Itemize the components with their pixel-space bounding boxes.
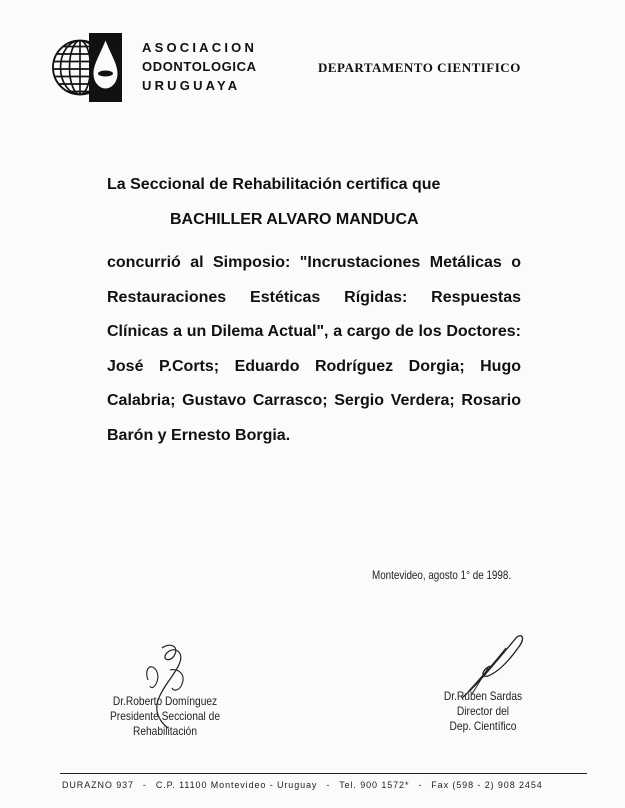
right-signatory	[428, 689, 539, 734]
footer-separator: -	[326, 780, 331, 790]
organization-name	[142, 38, 257, 95]
org-name-line-3: URUGUAYA	[142, 78, 241, 93]
footer-address: DURAZNO 937	[62, 780, 134, 790]
footer-divider	[60, 773, 587, 774]
left-signatory-title-1: Presidente Seccional de	[109, 709, 220, 723]
org-name-line-1: ASOCIACION	[142, 40, 258, 55]
footer-separator: -	[418, 780, 423, 790]
left-signatory	[101, 694, 229, 739]
certificate-intro: La Seccional de Rehabilitación certifica que	[107, 176, 441, 193]
org-name-line-2: ODONTOLOGICA	[142, 59, 257, 74]
footer-postal: C.P. 11100 Montevideo - Uruguay	[155, 780, 318, 790]
certificate-body: concurrió al Simposio: "Incrustaciones Metálicas o Restauraciones Estéticas Rígidas: Respuestas Clínicas a un Dilema Actual", a cargo de los Doctores: José P.Corts; Eduardo Rodríguez Dorgia; Hugo Calabria; Gustavo Carrasco; Sergio Verdera; Rosario Barón y Ernesto Borgia.	[107, 254, 521, 444]
left-signatory-name: Dr.Roberto Domínguez	[112, 694, 218, 708]
left-signatory-title-2: Rehabilitación	[132, 724, 198, 738]
footer-tel: Tel. 900 1572*	[339, 780, 410, 790]
recipient-name: BACHILLER ALVARO MANDUCA	[170, 211, 419, 228]
department-title: DEPARTAMENTO CIENTIFICO	[318, 60, 521, 75]
right-signatory-name: Dr.Ruben Sardas	[443, 689, 523, 703]
right-signatory-title-1: Director del	[456, 704, 510, 718]
issue-date: Montevideo, agosto 1° de 1998.	[372, 568, 512, 582]
footer-contact	[62, 780, 589, 790]
footer-fax: Fax (598 - 2) 908 2454	[431, 780, 543, 790]
right-signatory-title-2: Dep. Científico	[449, 719, 517, 733]
association-logo	[50, 30, 125, 105]
footer-separator: -	[142, 780, 147, 790]
